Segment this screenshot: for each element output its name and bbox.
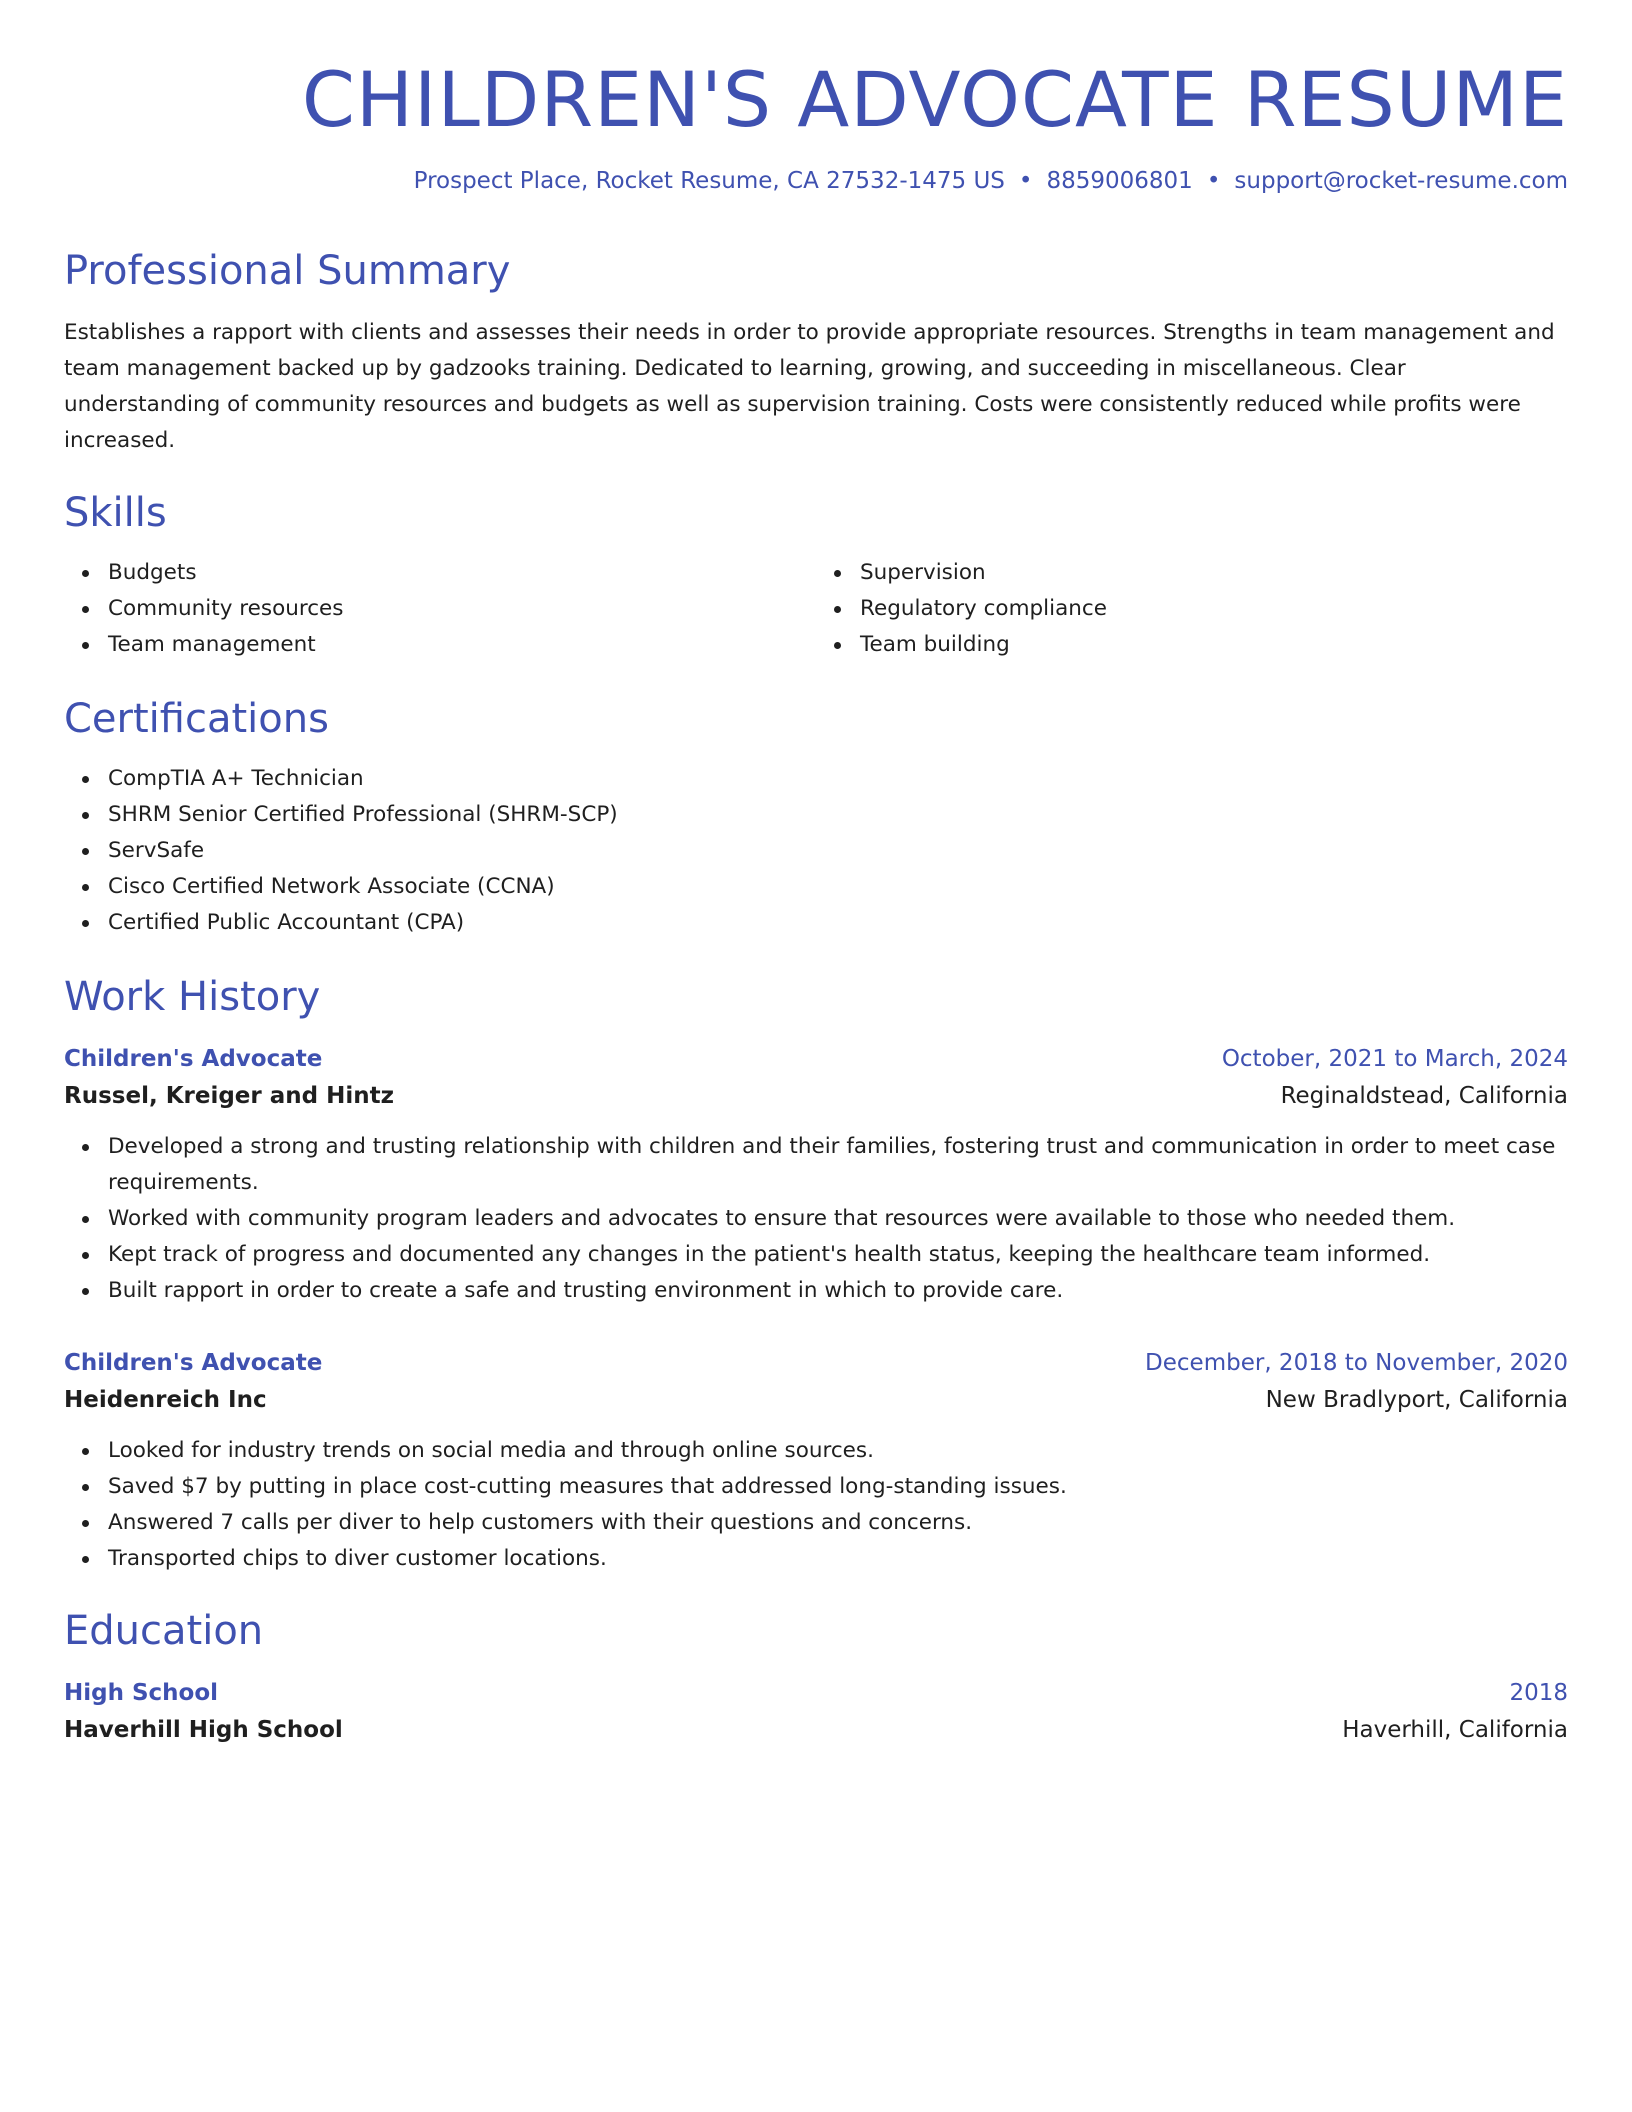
section-heading-education: Education [64,1608,264,1655]
job-dates: December, 2018 to November, 2020 [1145,1350,1568,1377]
skill-item: Regulatory compliance [860,591,1568,627]
contact-line [64,167,1568,197]
job-bullet: Built rapport in order to create a safe and trusting environment in which to provide care. [108,1273,1568,1309]
section-heading-certifications: Certifications [64,696,329,743]
skill-item: Team building [860,627,1568,663]
skill-item: Supervision [860,555,1568,591]
section-heading-work-history: Work History [64,974,321,1021]
job-bullet: Developed a strong and trusting relationship with children and their families, fostering trust and communication in order to meet case requirements. [108,1129,1568,1201]
job-bullet: Worked with community program leaders and advocates to ensure that resources were available to those who needed them. [108,1201,1568,1237]
certification-item: SHRM Senior Certified Professional (SHRM-SCP) [108,797,1568,833]
certification-item: CompTIA A+ Technician [108,761,1568,797]
job-bullet: Transported chips to diver customer locations. [108,1541,1568,1577]
contact-email: support@rocket-resume.com [1234,168,1568,195]
job-employer: Heidenreich Inc [64,1387,267,1414]
skills-list-right [816,555,1568,663]
job-location: New Bradlyport, California [1265,1387,1568,1414]
contact-address: Prospect Place, Rocket Resume, CA 27532-1475 US [413,168,1005,195]
job-employer: Russel, Kreiger and Hintz [64,1083,395,1110]
job-title: Children's Advocate [64,1350,323,1377]
resume-title: CHILDREN'S ADVOCATE RESUME [301,55,1568,144]
job-bullets [64,1129,1568,1309]
section-heading-skills: Skills [64,490,167,537]
contact-separator: • [1206,168,1221,195]
job-bullet: Looked for industry trends on social media and through online sources. [108,1433,1568,1469]
contact-phone: 8859006801 [1046,168,1193,195]
job-location: Reginaldstead, California [1280,1083,1568,1110]
certification-item: Certified Public Accountant (CPA) [108,905,1568,941]
job-bullet: Kept track of progress and documented any changes in the patient's health status, keeping the healthcare team informed. [108,1237,1568,1273]
contact-separator: • [1018,168,1033,195]
education-year: 2018 [1509,1680,1568,1707]
job-entry [64,1345,1568,1577]
job-dates: October, 2021 to March, 2024 [1221,1046,1568,1073]
education-school: Haverhill High School [64,1717,343,1744]
certifications-list [64,761,1568,941]
job-bullets [64,1433,1568,1577]
education-location: Haverhill, California [1342,1717,1568,1744]
job-bullet: Answered 7 calls per diver to help customers with their questions and concerns. [108,1505,1568,1541]
certification-item: Cisco Certified Network Associate (CCNA) [108,869,1568,905]
skills-grid [64,555,1568,663]
skill-item: Budgets [108,555,816,591]
education-entry [64,1675,1568,1749]
skill-item: Community resources [108,591,816,627]
summary-text: Establishes a rapport with clients and assesses their needs in order to provide appropriate resources. Strengths in team management and team management backed up by gadzooks training. Dedicated to learning, growing, and succeeding in miscellaneous. Clear understanding of community resources and budgets as well as supervision training. Costs were consistently reduced while profits were increased. [64,320,1555,454]
job-title: Children's Advocate [64,1046,323,1073]
education-degree: High School [64,1680,219,1707]
skill-item: Team management [108,627,816,663]
section-heading-summary: Professional Summary [64,248,511,295]
skills-list-left [64,555,816,663]
job-bullet: Saved $7 by putting in place cost-cutting measures that addressed long-standing issues. [108,1469,1568,1505]
certification-item: ServSafe [108,833,1568,869]
job-entry [64,1041,1568,1309]
